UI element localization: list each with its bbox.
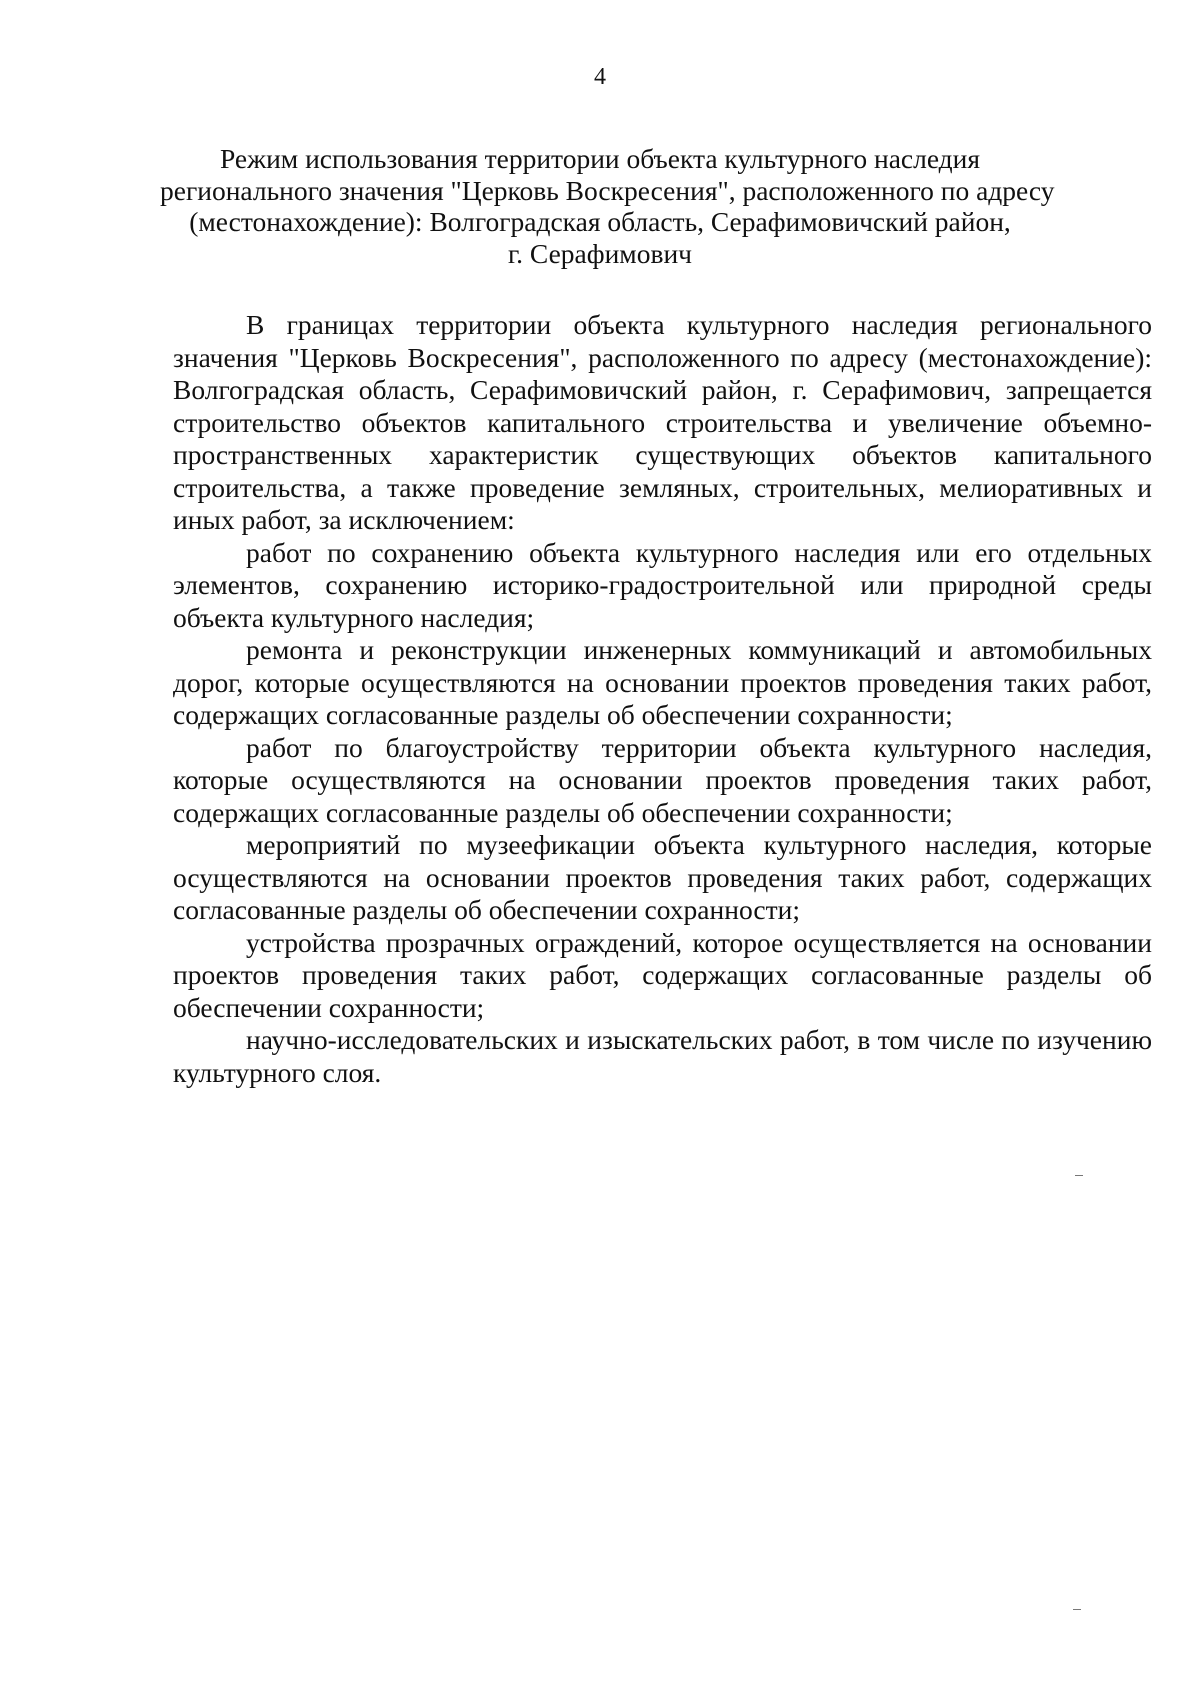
- paragraph-exception-engineering: ремонта и реконструкции инженерных коммуникаций и автомобильных дорог, которые осуществляются на основании проектов проведения таких работ, содержащих согласованные разделы об обеспечении сохранности;: [173, 634, 1152, 730]
- paragraph-exception-landscaping: работ по благоустройству территории объекта культурного наследия, которые осуществляются на основании проектов проведения таких работ, содержащих согласованные разделы об обеспечении сохранности;: [173, 731, 1152, 828]
- paragraph-exception-museumification: мероприятий по музеефикации объекта культурного наследия, которые осуществляются на основании проектов проведения таких работ, содержащих согласованные разделы об обеспечении сохранности;: [173, 829, 1152, 925]
- title-line: Режим использования территории объекта культурного наследия: [219, 143, 981, 174]
- paragraph-exception-research: научно-исследовательских и изыскательских работ, в том числе по изучению культурного слоя.: [173, 1024, 1152, 1088]
- scan-speck: [1073, 1609, 1081, 1610]
- paragraph-exception-preservation: работ по сохранению объекта культурного наследия или его отдельных элементов, сохранению историко-градостроительной или природной среды объекта культурного наследия;: [173, 536, 1152, 633]
- paragraph-exception-fencing: устройства прозрачных ограждений, которое осуществляется на основании проектов проведения таких работ, содержащих согласованные разделы об обеспечении сохранности;: [173, 926, 1152, 1023]
- title-line: (местонахождение): Волгоградская область, Серафимовичский район,: [189, 206, 1011, 237]
- title-line: регионального значения "Церковь Воскресения", расположенного по адресу: [160, 174, 1055, 206]
- scan-speck: [1075, 1175, 1083, 1176]
- document-body: [173, 309, 1152, 1089]
- title-line: г. Серафимович: [508, 237, 692, 269]
- paragraph-prohibition: В границах территории объекта культурного наследия регионального значения "Церковь Воскресения", расположенного по адресу (местонахождение): Волгоградская область, Серафимовичский район, г. Серафимович, запрещается строительство объектов капитального строительства и увеличение объемно-пространственных характеристик существующих объектов капитального строительства, а также проведение земляных, строительных, мелиоративных и иных работ, за исключением:: [173, 309, 1152, 535]
- page-number: 4: [594, 64, 606, 90]
- document-title: [160, 143, 1055, 269]
